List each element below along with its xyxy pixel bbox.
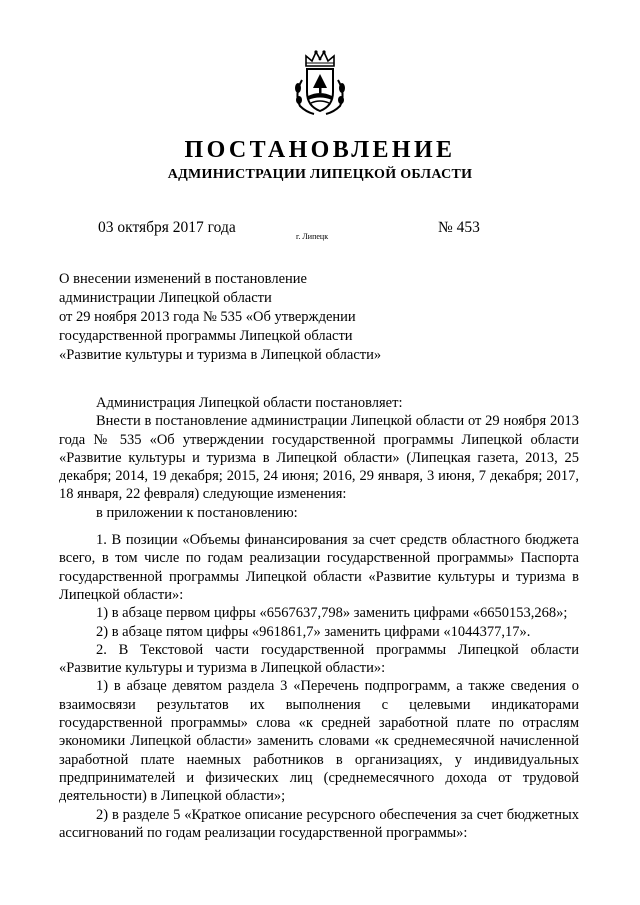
item-1-paragraph: 1. В позиции «Объемы финансирования за счет средств областного бюджета всего, в том числе по годам реализации государственной программы» Паспорта государственной программы Липецкой области «Развитие культуры и туризма в Липецкой области»: [59, 532, 579, 603]
item-2-paragraph: 2. В Текстовой части государственной программы Липецкой области «Развитие культуры и туризма в Липецкой области»: [59, 641, 579, 677]
subject-line: «Развитие культуры и туризма в Липецкой области» [59, 347, 382, 363]
document-issuer: АДМИНИСТРАЦИИ ЛИПЕЦКОЙ ОБЛАСТИ [167, 167, 473, 182]
annex-paragraph: в приложении к постановлению: [96, 504, 298, 521]
item-1-1-paragraph: 1) в абзаце первом цифры «6567637,798» заменить цифрами «6650153,268»; [96, 605, 568, 622]
item-2-2-paragraph: 2) в разделе 5 «Краткое описание ресурсного обеспечения за счет бюджетных ассигнований по годам реализации государственной программы»: [59, 806, 579, 841]
document-body [59, 394, 579, 842]
subject-line: О внесении изменений в постановление [59, 271, 307, 287]
coat-of-arms-icon [292, 50, 348, 116]
preamble-paragraph: Администрация Липецкой области постановляет: [96, 395, 403, 411]
document-city: г. Липецк [296, 232, 329, 241]
subject-line: от 29 ноября 2013 года № 535 «Об утверждении [59, 309, 356, 325]
document-number: № 453 [438, 219, 480, 236]
document-title: ПОСТАНОВЛЕНИЕ [184, 137, 456, 163]
item-1-2-paragraph: 2) в абзаце пятом цифры «961861,7» заменить цифрами «1044377,17». [96, 623, 531, 640]
intro-paragraph: Внести в постановление администрации Липецкой области от 29 ноября 2013 года № 535 «Об утверждении государственной программы Липецкой области «Развитие культуры и туризма в Липецкой области» (Липецкая газета, 2013, 25 декабря; 2014, 19 декабря; 2015, 24 июня; 2016, 29 января, 3 июня, 7 декабря; 2017, 18 января, 22 февраля) следующие изменения: [59, 413, 579, 503]
subject-line: администрации Липецкой области [59, 290, 272, 306]
document-date: 03 октября 2017 года [98, 219, 236, 236]
item-2-1-paragraph: 1) в абзаце девятом раздела 3 «Перечень подпрограмм, а также сведения о взаимосвязи результатов их выполнения с целевыми индикаторами государственной программы» слова «к средней заработной плате по отраслям экономики Липецкой области» заменить словами «к среднемесячной начисленной заработной плате наемных работников в организациях, у индивидуальных предпринимателей и физических лиц (среднемесячного дохода от трудовой деятельности) в Липецкой области»; [59, 678, 579, 805]
document-subject [59, 270, 381, 365]
subject-line: государственной программы Липецкой области [59, 328, 353, 344]
